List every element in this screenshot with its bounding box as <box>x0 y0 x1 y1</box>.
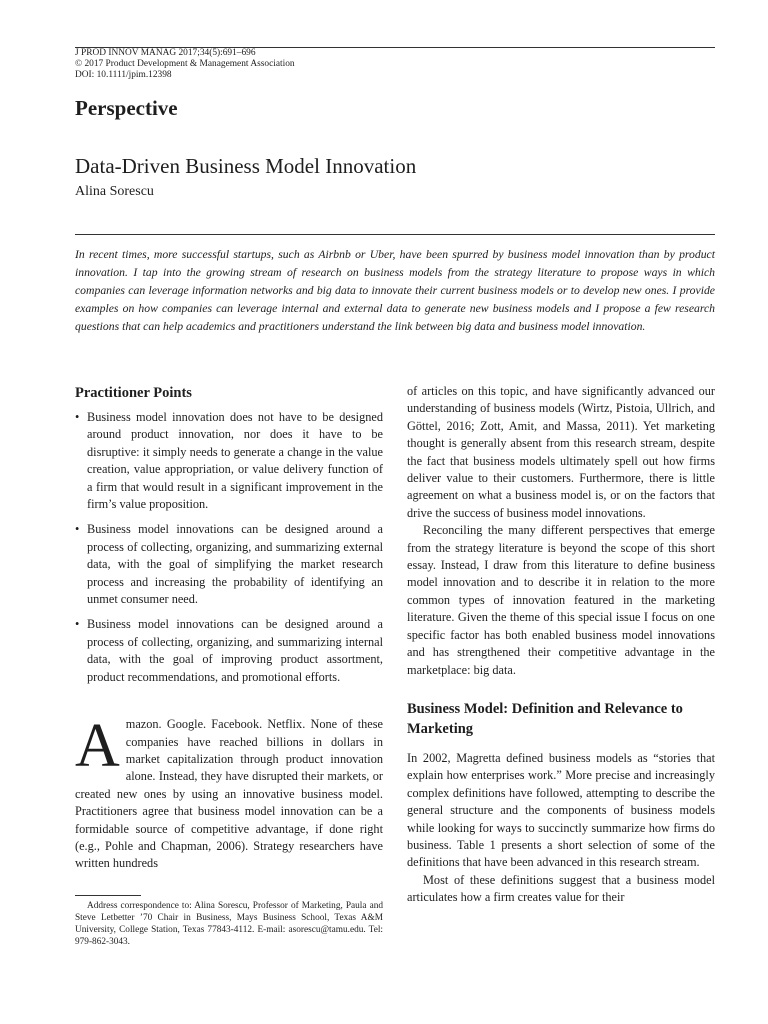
practitioner-point-text: Business model innovation does not have to be designed around product innovation, nor does it have to be disruptive: it simply needs to generate a change in the value creation, value appropriation, or value delivery function of a firm that would result in a significant improvement in the firm’s value proposition. <box>87 410 383 512</box>
bullet-icon: • <box>75 522 80 537</box>
bullet-icon: • <box>75 617 80 632</box>
author-name: Alina Sorescu <box>75 184 154 199</box>
intro-text: mazon. Google. Facebook. Netflix. None of these companies have reached billions in dollars in market capitalization through product innovation alone. Instead, they have disrupted their markets, or created new ones by using an innovative business model. Practitioners agree that business model innovation can be a formidable source of competitive advantage, if done right (e.g., Pohle and Chapman, 2006). Strategy researchers have written hundreds <box>75 717 383 871</box>
abstract-text: In recent times, more successful startups, such as Airbnb or Uber, have been spurred by business model innovation than by product innovation. I tap into the growing stream of research on business models from the strategy literature to propose ways in which companies can leverage information networks and big data to innovate their current business models or to develop new ones. I provide examples on how companies can leverage internal and external data to generate new business models and I propose a few research questions that can help academics and practitioners understand the link between big data and business model innovation. <box>75 248 715 333</box>
copyright-notice: © 2017 Product Development & Management Association <box>75 59 295 69</box>
body-paragraph: Reconciling the many different perspectives that emerge from the strategy literature is beyond the scope of this short essay. Instead, I draw from this literature to define business model innovation and to describe it in relation to the more common types of innovation featured in the marketing literature. Given the theme of this special issue I focus on one specific factor has both enabled business model innovations and has strengthened their competitive advantage in the marketplace: big data. <box>407 523 715 677</box>
journal-header <box>75 47 715 81</box>
body-paragraph: Most of these definitions suggest that a business model articulates how a firm creates value for their <box>407 872 715 905</box>
doi-link[interactable]: DOI: 10.1111/jpim.12398 <box>75 70 172 80</box>
right-column <box>407 383 715 907</box>
practitioner-point-text: Business model innovations can be designed around a process of collecting, organizing, and summarizing external data, with the goal of simplifying the market research process and increasing the probability of identifying an unmet consumer need. <box>87 522 383 607</box>
practitioner-points-heading: Practitioner Points <box>75 385 192 401</box>
body-paragraph: In 2002, Magretta defined business models as “stories that explain how enterprises work.” More precise and increasingly complex definitions have followed, attempting to describe the general structure and the components of business models while looking for ways to succinctly summarize how firms do business. Table 1 presents a short selection of some of the definitions that have been advanced in this research stream. <box>407 750 715 870</box>
practitioner-point-text: Business model innovations can be designed around a process of collecting, organizing, and summarizing internal data, with the goal of improving product assortment, product recommendations, and promotional efforts. <box>87 617 383 684</box>
abstract <box>75 234 715 336</box>
drop-cap: A <box>75 712 120 781</box>
section-heading-business-model: Business Model: Definition and Relevance to Marketing <box>407 700 683 737</box>
body-paragraph: of articles on this topic, and have significantly advanced our understanding of business models (Wirtz, Pistoia, Ullrich, and Göttel, 2016; Zott, Amit, and Massa, 2011). Yet marketing thought is generally absent from this research stream, despite the fact that business models ultimately spell out how firms deliver value to their customers. Furthermore, there is little agreement on what a business model is, or on the factors that drive the success of business model innovations. <box>407 384 715 520</box>
correspondence-footnote <box>75 895 383 949</box>
left-column <box>75 383 383 949</box>
practitioner-point <box>75 616 383 686</box>
practitioner-point <box>75 521 383 608</box>
practitioner-points-list <box>75 409 383 686</box>
practitioner-point <box>75 409 383 513</box>
section-label: Perspective <box>75 96 178 120</box>
footnote-rule <box>75 895 141 896</box>
journal-citation: J PROD INNOV MANAG 2017;34(5):691–696 <box>75 48 256 58</box>
intro-paragraph <box>75 712 383 873</box>
bullet-icon: • <box>75 410 80 424</box>
footnote-text: Address correspondence to: Alina Sorescu, Professor of Marketing, Paula and Steve Letbetter ’70 Chair in Business, Mays Business School, Texas A&M University, College Station, Texas 77843-4112. E-mail: asorescu@tamu.edu. Tel: 979-862-3043. <box>75 900 383 948</box>
article-title: Data-Driven Business Model Innovation <box>75 154 417 178</box>
